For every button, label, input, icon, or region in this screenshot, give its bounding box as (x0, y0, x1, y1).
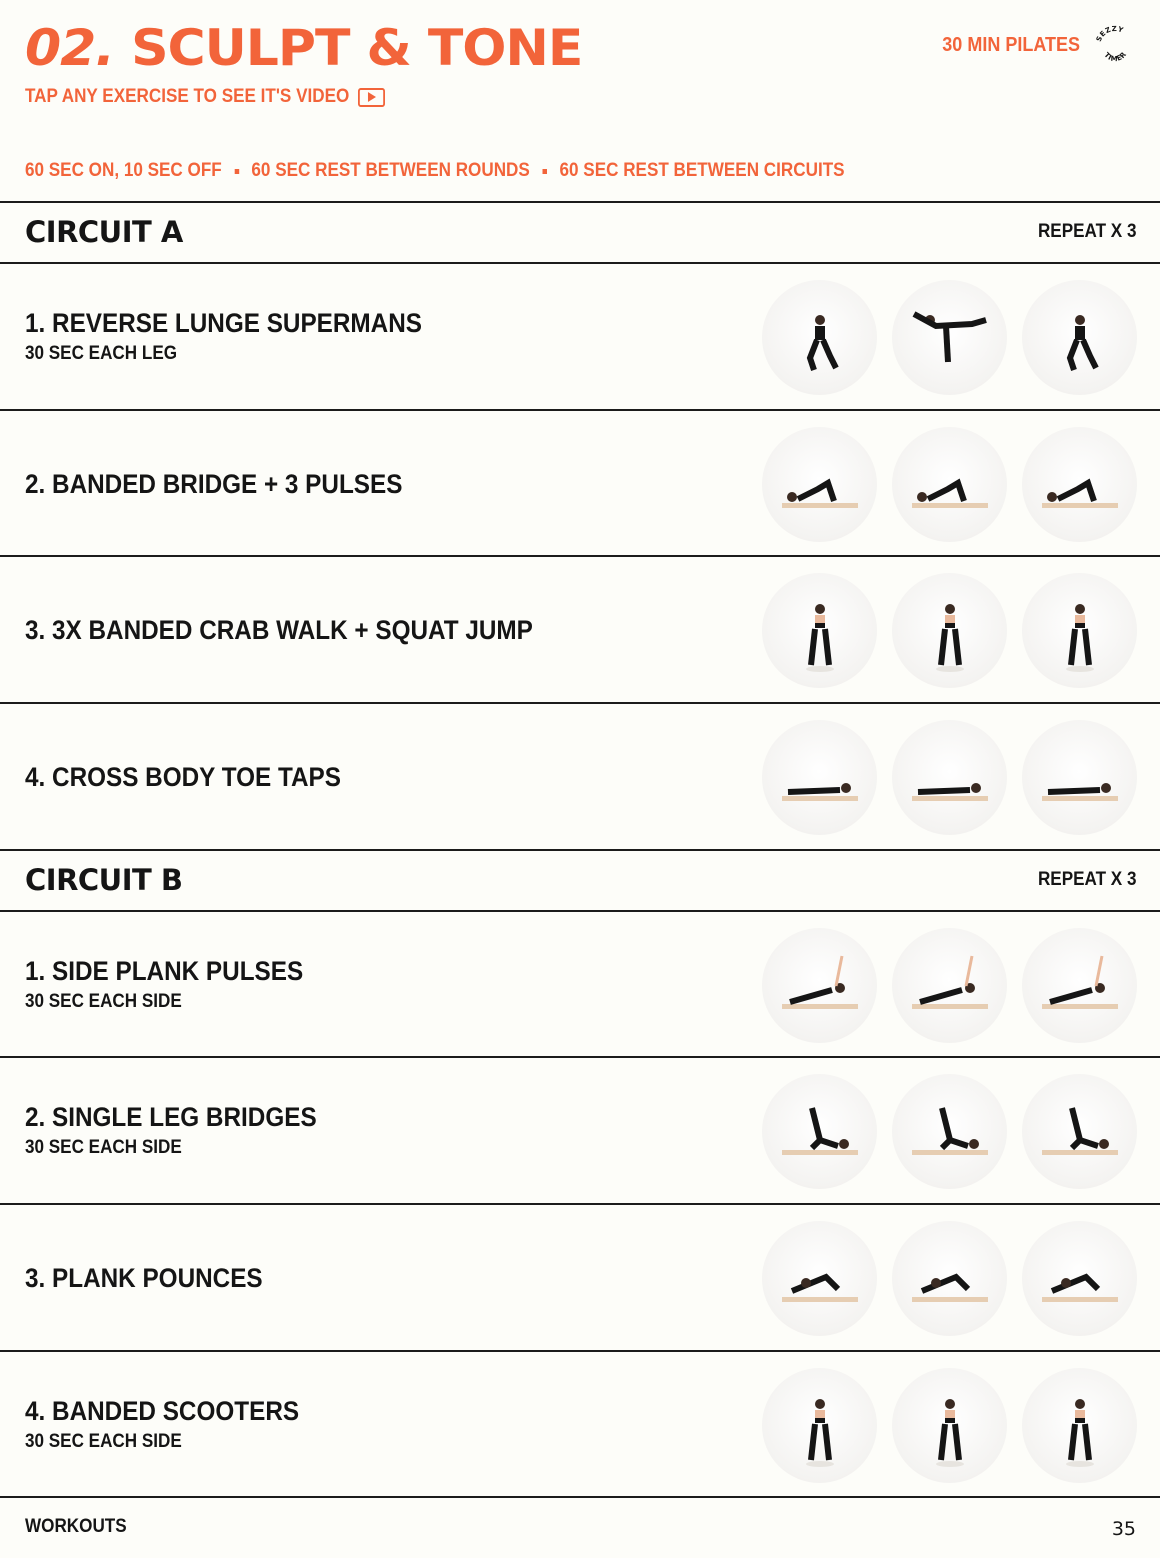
exercise-row[interactable] (0, 264, 1160, 410)
exercise-thumbnails (762, 928, 1137, 1043)
exercise-name: 4. BANDED SCOOTERS (25, 1396, 300, 1426)
exercise-name: 1. SIDE PLANK PULSES (25, 956, 304, 986)
exercise-thumbnail[interactable] (1022, 928, 1137, 1043)
exercise-thumbnails (762, 1074, 1137, 1189)
separator-dot (542, 169, 547, 174)
play-icon[interactable] (358, 88, 385, 107)
circuit-title: CIRCUIT B (25, 863, 183, 897)
video-hint-link[interactable] (25, 86, 385, 108)
exercise-row[interactable] (0, 1205, 1160, 1351)
repeat-count: REPEAT X 3 (1037, 869, 1136, 890)
exercise-thumbnail[interactable] (762, 1221, 877, 1336)
exercise-thumbnail[interactable] (1022, 720, 1137, 835)
page-title (25, 18, 582, 78)
workout-rules (25, 160, 845, 182)
footer-section-label: WORKOUTS (25, 1516, 127, 1537)
exercise-thumbnails (762, 427, 1137, 542)
exercise-row[interactable] (0, 1058, 1160, 1204)
exercise-thumbnail[interactable] (762, 720, 877, 835)
page-number: 35 (1111, 1518, 1136, 1540)
exercise-name: 2. SINGLE LEG BRIDGES (25, 1102, 317, 1132)
exercise-thumbnail[interactable] (762, 928, 877, 1043)
exercise-thumbnail[interactable] (892, 1221, 1007, 1336)
sezzy-timer-logo (1094, 24, 1136, 66)
separator-dot (234, 169, 239, 174)
exercise-thumbnail[interactable] (892, 720, 1007, 835)
exercise-name: 4. CROSS BODY TOE TAPS (25, 762, 341, 792)
exercise-note: 30 SEC EACH SIDE (25, 991, 182, 1012)
exercise-row[interactable] (0, 411, 1160, 557)
exercise-thumbnail[interactable] (1022, 1368, 1137, 1483)
exercise-thumbnail[interactable] (892, 573, 1007, 688)
exercise-thumbnail[interactable] (762, 1074, 877, 1189)
rule-work-rest: 60 SEC ON, 10 SEC OFF (25, 160, 222, 181)
exercise-thumbnail[interactable] (762, 427, 877, 542)
circuit-b-header (0, 851, 1160, 911)
exercise-thumbnail[interactable] (1022, 1221, 1137, 1336)
exercise-thumbnail[interactable] (1022, 1074, 1137, 1189)
svg-text:TIMER: TIMER (1102, 50, 1129, 64)
exercise-row[interactable] (0, 912, 1160, 1058)
rule-circuit-rest: 60 SEC REST BETWEEN CIRCUITS (559, 160, 845, 181)
svg-text:SEZZY: SEZZY (1094, 24, 1125, 44)
exercise-thumbnail[interactable] (892, 928, 1007, 1043)
exercise-thumbnail[interactable] (1022, 573, 1137, 688)
exercise-thumbnail[interactable] (892, 427, 1007, 542)
exercise-name: 3. PLANK POUNCES (25, 1263, 263, 1293)
exercise-thumbnail[interactable] (892, 280, 1007, 395)
title-number: 02. (25, 19, 115, 77)
exercise-thumbnails (762, 573, 1137, 688)
exercise-row[interactable] (0, 557, 1160, 703)
exercise-name: 1. REVERSE LUNGE SUPERMANS (25, 308, 422, 338)
repeat-count: REPEAT X 3 (1037, 221, 1136, 242)
exercise-thumbnails (762, 280, 1137, 395)
title-text: SCULPT & TONE (131, 19, 583, 77)
program-label: 30 MIN PILATES (942, 34, 1080, 56)
exercise-thumbnail[interactable] (892, 1074, 1007, 1189)
exercise-note: 30 SEC EACH SIDE (25, 1431, 182, 1452)
exercise-thumbnail[interactable] (892, 1368, 1007, 1483)
exercise-note: 30 SEC EACH LEG (25, 343, 178, 364)
exercise-name: 3. 3X BANDED CRAB WALK + SQUAT JUMP (25, 615, 533, 645)
exercise-thumbnail[interactable] (1022, 280, 1137, 395)
video-hint-text: TAP ANY EXERCISE TO SEE IT'S VIDEO (25, 86, 350, 107)
exercise-thumbnails (762, 1368, 1137, 1483)
exercise-thumbnail[interactable] (1022, 427, 1137, 542)
exercise-thumbnails (762, 720, 1137, 835)
exercise-row[interactable] (0, 1352, 1160, 1498)
exercise-row[interactable] (0, 704, 1160, 850)
exercise-name: 2. BANDED BRIDGE + 3 PULSES (25, 469, 403, 499)
exercise-note: 30 SEC EACH SIDE (25, 1137, 182, 1158)
rule-round-rest: 60 SEC REST BETWEEN ROUNDS (251, 160, 530, 181)
exercise-thumbnail[interactable] (762, 573, 877, 688)
divider (0, 1496, 1160, 1498)
exercise-thumbnail[interactable] (762, 1368, 877, 1483)
circuit-title: CIRCUIT A (25, 215, 183, 249)
exercise-thumbnail[interactable] (762, 280, 877, 395)
exercise-thumbnails (762, 1221, 1137, 1336)
page-header (0, 0, 1160, 200)
circuit-a-header (0, 203, 1160, 263)
